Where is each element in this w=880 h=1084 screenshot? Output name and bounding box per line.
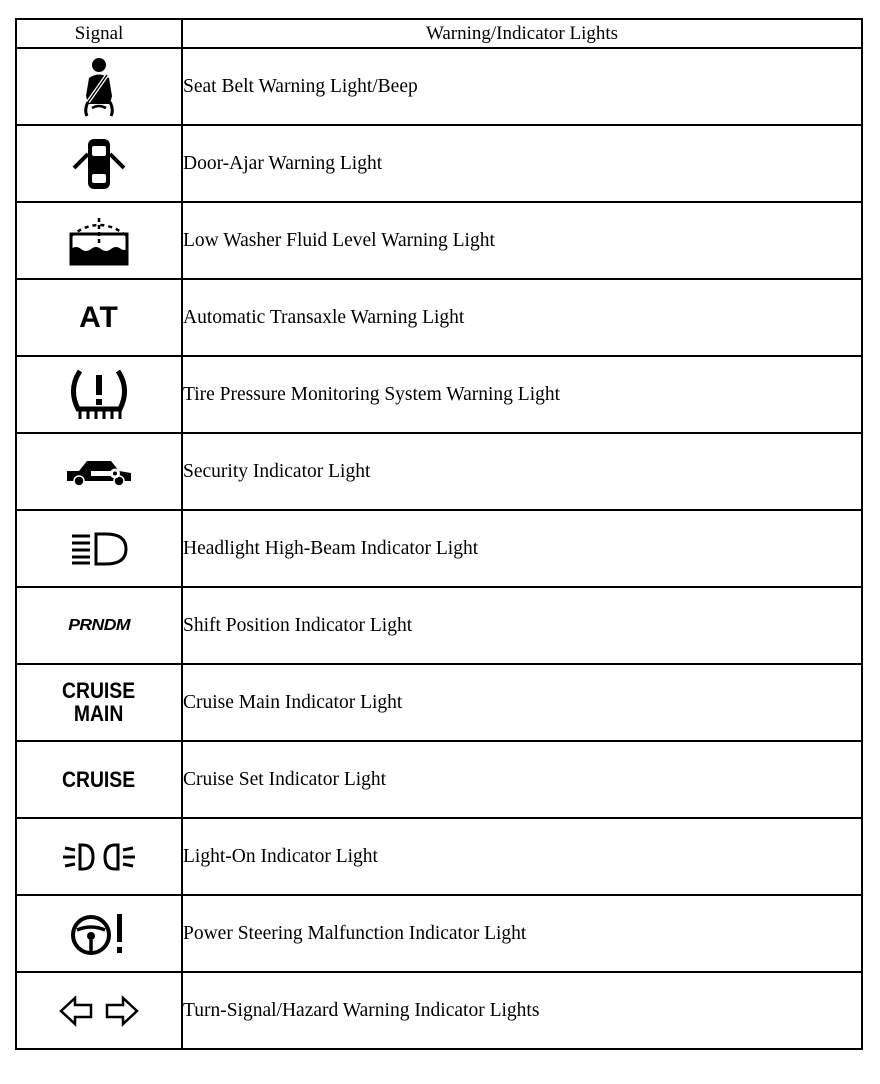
tire-pressure-icon [66,365,132,425]
label-cell: Headlight High-Beam Indicator Light [182,510,862,587]
light-on-icon [61,840,137,874]
label-cell: Cruise Set Indicator Light [182,741,862,818]
table-row [16,510,862,587]
signal-cell [16,972,182,1049]
label-cell: Shift Position Indicator Light [182,587,862,664]
table-row [16,972,862,1049]
signal-cell [16,202,182,279]
warning-lights-table [15,18,863,1050]
label-cell: Turn-Signal/Hazard Warning Indicator Lights [182,972,862,1049]
cruise-main-line1: CRUISE [62,677,136,703]
label-cell: Cruise Main Indicator Light [182,664,862,741]
cruise-set-icon: CRUISE [62,766,136,792]
label-cell: Tire Pressure Monitoring System Warning Light [182,356,862,433]
washer-fluid-icon [67,214,131,268]
table-row [16,356,862,433]
at-icon: AT [79,300,119,334]
label-cell: Security Indicator Light [182,433,862,510]
table-row [16,202,862,279]
security-car-key-icon [63,457,135,487]
door-ajar-icon [68,136,130,192]
table-row [16,741,862,818]
signal-cell [16,48,182,125]
signal-cell [16,741,182,818]
label-cell: Power Steering Malfunction Indicator Light [182,895,862,972]
table-row [16,818,862,895]
high-beam-icon [68,531,130,567]
table-row [16,587,862,664]
table-row [16,664,862,741]
table-row [16,433,862,510]
header-signal: Signal [16,19,182,48]
label-cell: Light-On Indicator Light [182,818,862,895]
label-cell: Seat Belt Warning Light/Beep [182,48,862,125]
table-header-row [16,19,862,48]
signal-cell [16,510,182,587]
seat-belt-icon [74,56,124,118]
signal-cell [16,279,182,356]
table-row [16,48,862,125]
signal-cell [16,818,182,895]
power-steering-icon [69,910,129,958]
turn-signal-icon [58,995,140,1027]
cruise-main-icon [62,679,135,725]
header-warning-lights: Warning/Indicator Lights [182,19,862,48]
label-cell: Door-Ajar Warning Light [182,125,862,202]
label-cell: Automatic Transaxle Warning Light [182,279,862,356]
signal-cell [16,587,182,664]
prndm-icon: PRNDM [68,616,130,634]
signal-cell [16,125,182,202]
label-cell: Low Washer Fluid Level Warning Light [182,202,862,279]
signal-cell [16,356,182,433]
signal-cell [16,664,182,741]
signal-cell [16,895,182,972]
table-row [16,895,862,972]
table-row [16,125,862,202]
cruise-main-line2: MAIN [74,701,124,727]
signal-cell [16,433,182,510]
table-row [16,279,862,356]
